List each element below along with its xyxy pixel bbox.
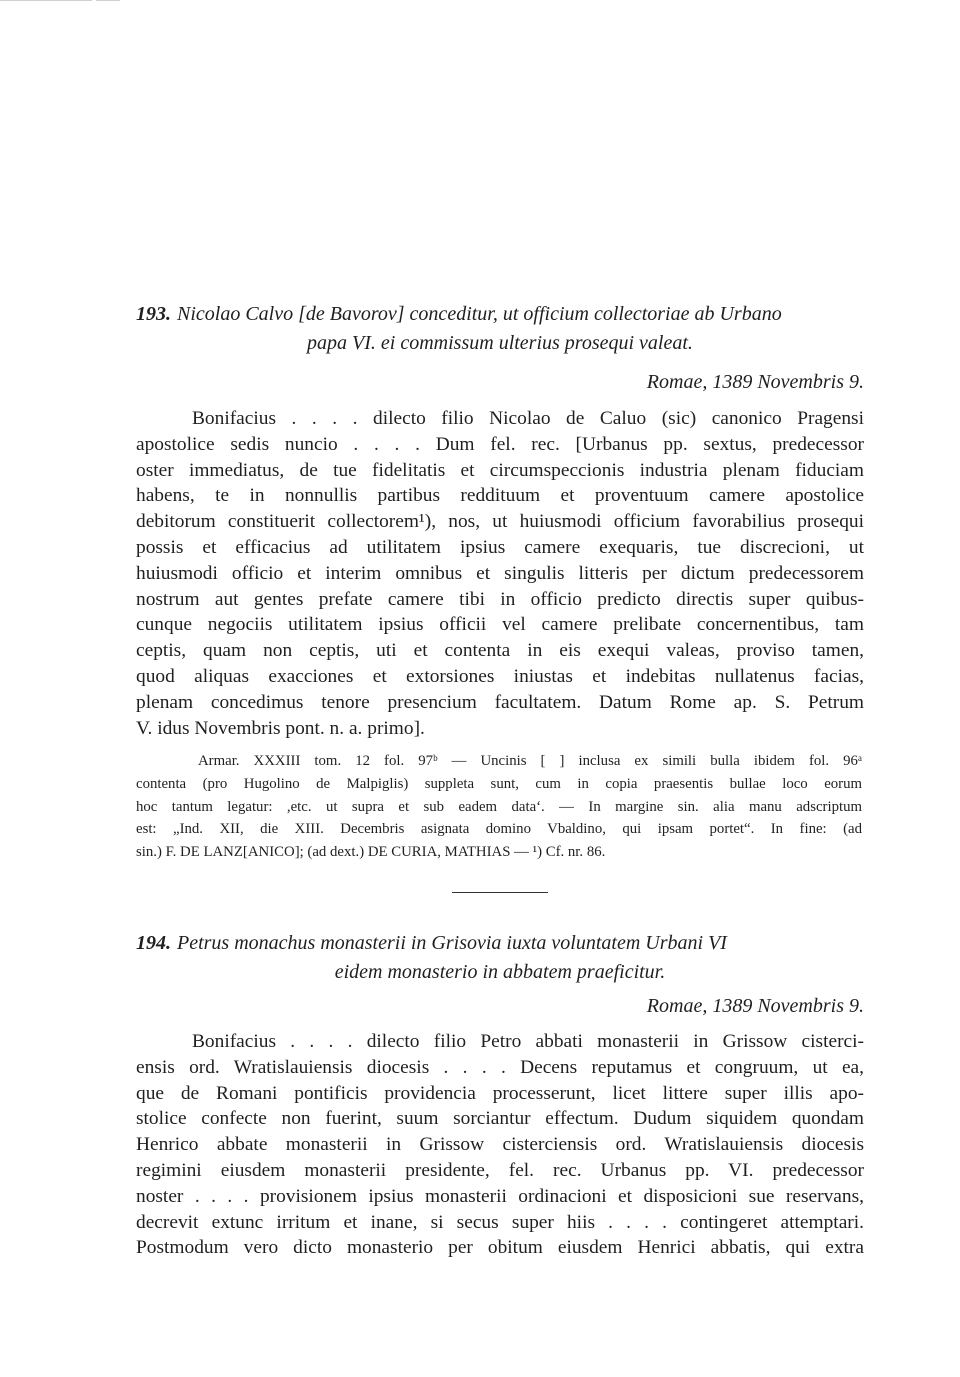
entry-194-date: Romae, 1389 Novembris 9. <box>646 995 864 1017</box>
entry-194-number: 194. <box>136 932 171 954</box>
text-line: habens, te in nonnullis partibus reddituum et proventuum camere apostolice <box>136 485 864 507</box>
entry-194-title-line-2: eidem monasterio in abbatem praeficitur. <box>334 961 666 983</box>
entry-194-title-line-1 <box>136 929 864 958</box>
text-line: noster . . . . provisionem ipsius monasterii ordinacioni et disposicioni sue reservans, <box>136 1185 864 1207</box>
entry-193-number: 193. <box>136 303 171 325</box>
text-line: apostolice sedis nuncio . . . . Dum fel. rec. [Urbanus pp. sextus, predecessor <box>136 433 864 455</box>
entry-193-notes <box>136 750 862 864</box>
text-line: Postmodum vero dicto monasterio per obitum eiusdem Henrici abbatis, qui extra <box>136 1237 864 1259</box>
entry-194-title: Petrus monachus monasterii in Grisovia iuxta voluntatem Urbani VI <box>177 932 727 954</box>
entry-193-title-line-2: papa VI. ei commissum ulterius prosequi valeat. <box>307 332 693 354</box>
text-line: V. idus Novembris pont. n. a. primo]. <box>136 717 425 739</box>
scan-edge-mark <box>96 0 120 1</box>
text-line: contenta (pro Hugolino de Malpiglis) suppleta sunt, cum in copia praesentis bullae loco eorum <box>136 775 862 792</box>
entry-194-body <box>136 1029 864 1261</box>
text-line: que de Romani pontificis providencia processerunt, licet littere super illis apo- <box>136 1082 864 1104</box>
text-line: Bonifacius . . . . dilecto filio Nicolao de Caluo (sic) canonico Pragensi <box>192 408 864 429</box>
text-line: Bonifacius . . . . dilecto filio Petro abbati monasterii in Grissow cisterci- <box>192 1031 864 1052</box>
entry-193-body <box>136 406 864 741</box>
text-line: oster immediatus, de tue fidelitatis et circumspeccionis industria plenam fiduciam <box>136 459 864 481</box>
text-line: cunque negociis utilitatem ipsius officii vel camere prelibate concernentibus, tam <box>136 614 864 636</box>
entry-194-heading <box>136 929 864 987</box>
text-line: decrevit extunc irritum et inane, si secus super hiis . . . . contingeret attemptari. <box>136 1211 864 1233</box>
entry-193-date: Romae, 1389 Novembris 9. <box>646 371 864 393</box>
text-line: debitorum constituerit collectorem¹), nos, ut huiusmodi officium favorabilius prosequi <box>136 511 864 533</box>
text-line: hoc tantum legatur: ,etc. ut supra et sub eadem data‘. — In margine sin. alia manu adscriptum <box>136 798 862 815</box>
text-line: Armar. XXXIII tom. 12 fol. 97ᵇ — Uncinis [ ] inclusa ex simili bulla ibidem fol. 96ᵃ <box>198 753 862 769</box>
text-line: possis et efficacius ad utilitatem ipsius camere exequaris, tue discrecioni, ut <box>136 536 864 558</box>
section-divider <box>452 892 548 893</box>
text-line: huiusmodi officio et interim omnibus et singulis litteris per dictum predecessorem <box>136 562 864 584</box>
text-line: ceptis, quam non ceptis, uti et contenta in eis exequi valeas, proviso tamen, <box>136 640 864 662</box>
text-line: ensis ord. Wratislauiensis diocesis . . . . Decens reputamus et congruum, ut ea, <box>136 1056 864 1078</box>
text-line: quod aliquas exacciones et extorsiones iniustas et indebitas nullatenus facias, <box>136 665 864 687</box>
text-line: nostrum aut gentes prefate camere tibi in officio predicto directis super quibus- <box>136 588 864 610</box>
text-line: stolice confecte non fuerint, suum sorciantur effectum. Dudum siquidem quondam <box>136 1108 864 1130</box>
text-line: est: „Ind. XII, die XIII. Decembris asignata domino Vbaldino, qui ipsam portet“. In fine: (ad <box>136 821 862 838</box>
entry-193-title: Nicolao Calvo [de Bavorov] conceditur, ut officium collectoriae ab Urbano <box>177 303 782 325</box>
text-line: sin.) F. DE LANZ[ANICO]; (ad dext.) DE CURIA, MATHIAS — ¹) Cf. nr. 86. <box>136 844 606 861</box>
text-line: Henrico abbate monasterii in Grissow cisterciensis ord. Wratislauiensis diocesis <box>136 1134 864 1156</box>
text-line: regimini eiusdem monasterii presidente, fel. rec. Urbanus pp. VI. predecessor <box>136 1159 864 1181</box>
entry-193-heading <box>136 300 864 358</box>
text-line: plenam concedimus tenore presencium facultatem. Datum Rome ap. S. Petrum <box>136 691 864 713</box>
scan-edge-mark <box>0 0 92 1</box>
entry-193-title-line-1 <box>136 300 864 329</box>
